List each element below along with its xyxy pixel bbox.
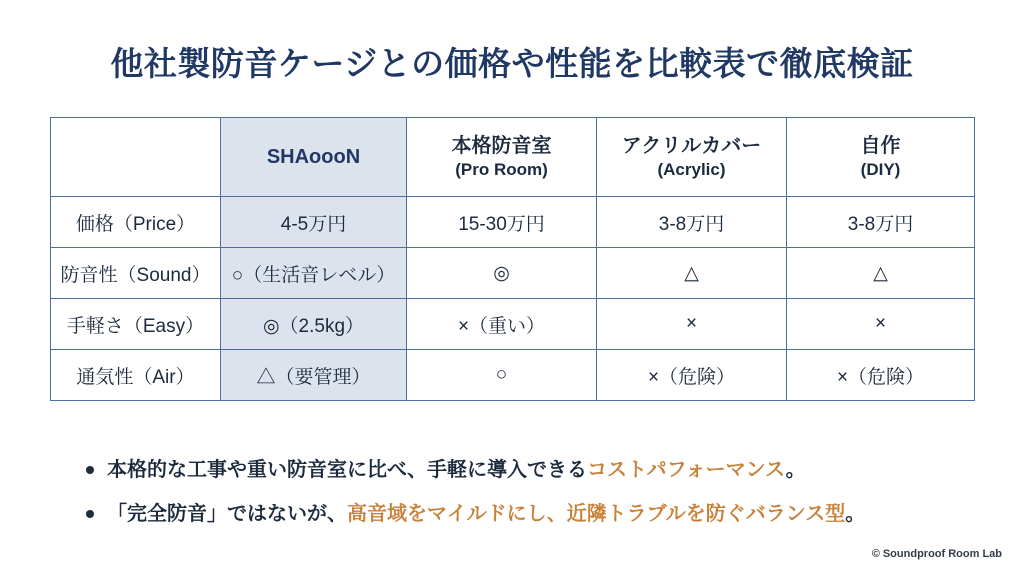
table-header-cell-pro-room xyxy=(407,118,597,197)
row-label-easy: 手軽さ（Easy） xyxy=(51,299,221,350)
cell-air-diy: ×（危険） xyxy=(787,350,975,401)
cell-price-diy: 3-8万円 xyxy=(787,197,975,248)
table-header xyxy=(51,118,975,197)
cell-sound-diy: △ xyxy=(787,248,975,299)
cell-air-shaooon: △（要管理） xyxy=(221,350,407,401)
table-header-cell-diy xyxy=(787,118,975,197)
cell-sound-shaooon: ○（生活音レベル） xyxy=(221,248,407,299)
cell-price-acrylic: 3-8万円 xyxy=(597,197,787,248)
row-label-air: 通気性（Air） xyxy=(51,350,221,401)
row-label-price: 価格（Price） xyxy=(51,197,221,248)
footer-credit: © Soundproof Room Lab xyxy=(871,548,1002,560)
table-header-cell-acrylic xyxy=(597,118,787,197)
bullet-2-plain-1: 「完全防音」ではないが、 xyxy=(107,503,347,525)
summary-bullets xyxy=(86,455,966,543)
table-header-diy-sublabel: (DIY) xyxy=(860,159,901,179)
bullet-dot-icon xyxy=(86,466,94,474)
bullet-dot-icon xyxy=(86,510,94,518)
table-header-pro-room-sublabel: (Pro Room) xyxy=(455,159,548,179)
table-header-acrylic-sublabel: (Acrylic) xyxy=(657,159,726,179)
table-body xyxy=(51,197,975,401)
cell-air-acrylic: ×（危険） xyxy=(597,350,787,401)
table-row xyxy=(51,350,975,401)
table-header-acrylic-label: アクリルカバー xyxy=(621,134,762,157)
table-header-cell-shaooon xyxy=(221,118,407,197)
cell-easy-shaooon: ◎（2.5kg） xyxy=(221,299,407,350)
table-row xyxy=(51,197,975,248)
table-header-cell-blank xyxy=(51,118,221,197)
table-header-diy-label: 自作 xyxy=(860,134,901,157)
page-title: 他社製防音ケージとの価格や性能を比較表で徹底検証 xyxy=(110,45,914,82)
cell-sound-acrylic: △ xyxy=(597,248,787,299)
bullet-2-accent-1: 高音域をマイルドにし、近隣トラブルを防ぐバランス型 xyxy=(347,503,846,525)
list-item xyxy=(86,455,966,485)
table-header-row xyxy=(51,118,975,197)
table-header-pro-room-label: 本格防音室 xyxy=(451,134,552,157)
cell-price-pro-room: 15-30万円 xyxy=(407,197,597,248)
table-row xyxy=(51,248,975,299)
bullet-text xyxy=(107,499,865,529)
table-header-shaooon-label: SHAoooN xyxy=(266,145,361,168)
cell-easy-pro-room: ×（重い） xyxy=(407,299,597,350)
bullet-2-plain-2: 。 xyxy=(845,503,866,525)
cell-price-shaooon: 4-5万円 xyxy=(221,197,407,248)
cell-air-pro-room: ○ xyxy=(407,350,597,401)
bullet-1-plain-1: 本格的な工事や重い防音室に比べ、手軽に導入できる xyxy=(107,459,587,481)
comparison-table xyxy=(50,117,975,401)
cell-easy-acrylic: × xyxy=(597,299,787,350)
table-row xyxy=(51,299,975,350)
bullet-1-accent-1: コストパフォーマンス xyxy=(587,459,786,481)
bullet-text xyxy=(107,455,806,485)
cell-easy-diy: × xyxy=(787,299,975,350)
row-label-sound: 防音性（Sound） xyxy=(51,248,221,299)
cell-sound-pro-room: ◎ xyxy=(407,248,597,299)
list-item xyxy=(86,499,966,529)
comparison-table-container xyxy=(50,117,974,401)
bullet-1-plain-2: 。 xyxy=(785,459,806,481)
